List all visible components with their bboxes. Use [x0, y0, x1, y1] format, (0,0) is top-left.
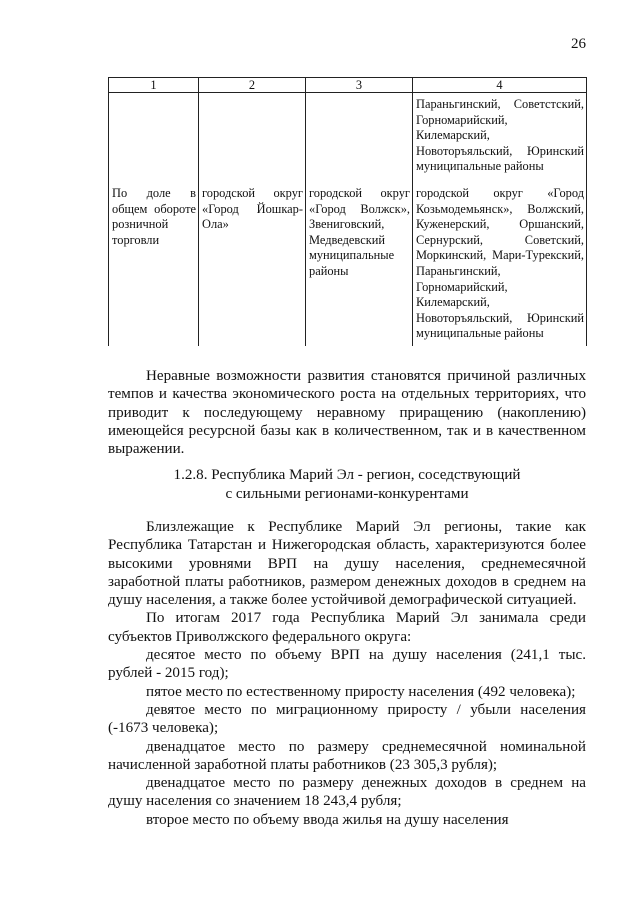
districts-table [108, 77, 587, 346]
section-heading-line: 1.2.8. Республика Марий Эл - регион, соседствующий [173, 467, 521, 483]
table-header-cell: 1 [109, 78, 199, 93]
page-number: 26 [571, 36, 586, 52]
intro-paragraph-block [108, 367, 586, 458]
list-item: девятое место по миграционному приросту / убыли населения (-1673 человека); [108, 701, 586, 737]
paragraph: Близлежащие к Республике Марий Эл регионы, такие как Республика Татарстан и Нижегородская область, характеризуются более высокими уровнями ВРП на душу населения, среднемесячной заработной платы работников, размером денежных доходов в среднем на душу населения, а также более устойчивой демографической ситуацией. [108, 519, 586, 609]
list-item: двенадцатое место по размеру денежных доходов в среднем на душу населения со значением 18 243,4 рубля; [108, 775, 586, 810]
paragraph: Неравные возможности развития становятся причиной различных темпов и качества экономического роста на отдельных территориях, что приводит к последующему неравному приращению (накоплению) имеющейся ресурсной базы как в количественном, так и в качественном выражении. [108, 368, 586, 458]
list-item: второе место по объему ввода жилья на душу населения [146, 811, 509, 828]
paragraph: По итогам 2017 года Республика Марий Эл занимала среди субъектов Приволжского федерального округа: [108, 610, 586, 645]
table-header-row [109, 78, 587, 93]
table-cell [413, 93, 587, 186]
table-row [109, 93, 587, 186]
table-cell-text: городской округ «Город Волжск», Звениговский, Медведевский муниципальные районы [309, 185, 410, 278]
table-cell-text: городской округ «Город Йошкар-Ола» [202, 185, 303, 232]
section-heading-line: с сильными регионами-конкурентами [225, 485, 469, 502]
section-body [108, 518, 586, 829]
list-item: двенадцатое место по размеру среднемесячной номинальной начисленной заработной платы работников (23 305,3 рубля); [108, 738, 586, 773]
table-cell [306, 93, 413, 186]
table-cell [109, 186, 199, 346]
table-cell-text: городской округ «Город Козьмодемьянск», Волжский, Куженерский, Оршанский, Сернурский, Советский, Моркинский, Мари-Турекский, Параньгинский, Горномарийский, Килемарский, Новоторъяльский, Юринский муниципальные районы [416, 185, 584, 341]
table-cell-text: Параньгинский, Советстский, Горномарийский, Килемарский, Новоторъяльский, Юринский муниципальные районы [416, 97, 584, 174]
table-cell [199, 186, 306, 346]
list-item: десятое место по объему ВРП на душу населения (241,1 тыс. рублей - 2015 год); [108, 647, 586, 682]
table-cell [306, 186, 413, 346]
table-header-cell: 4 [413, 78, 587, 93]
table-row [109, 186, 587, 346]
table-header-cell: 2 [199, 78, 306, 93]
section-heading [108, 466, 586, 503]
table-cell [413, 186, 587, 346]
table-header-cell: 3 [306, 78, 413, 93]
table-cell [199, 93, 306, 186]
list-item: пятое место по естественному приросту населения (492 человека); [146, 683, 576, 700]
table-cell [109, 93, 199, 186]
table-cell-text: По доле в общем обороте розничной торговли [112, 185, 196, 247]
